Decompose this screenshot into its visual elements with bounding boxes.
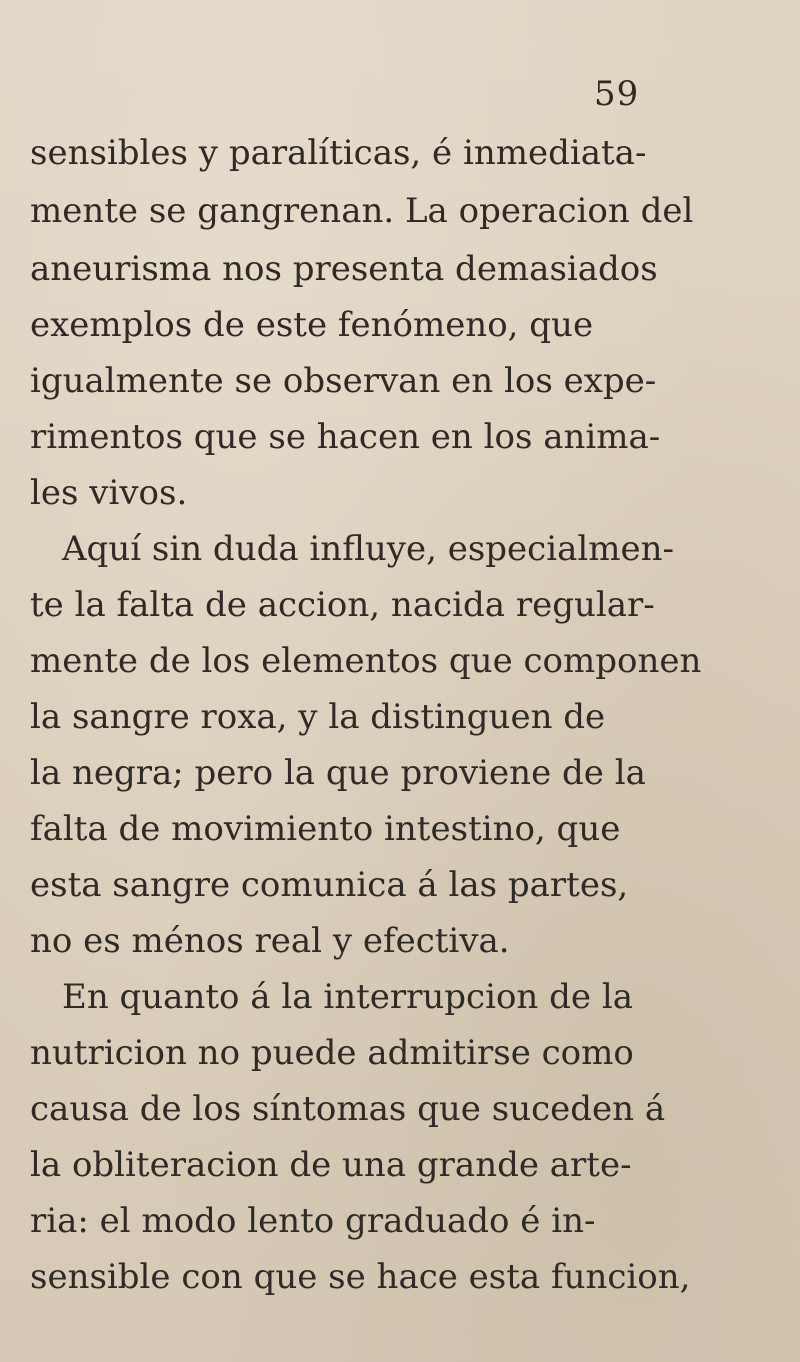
text-line-18: causa de los síntomas que suceden á xyxy=(30,1089,666,1129)
text-line-1: sensibles y paralíticas, é inmediata- xyxy=(30,133,647,173)
text-line-13: falta de movimiento intestino, que xyxy=(30,809,621,849)
text-line-6: rimentos que se hacen en los anima- xyxy=(30,417,661,457)
paragraph-2-start-line: Aquí sin duda influye, especialmen- xyxy=(62,529,674,569)
text-line-10: mente de los elementos que componen xyxy=(30,641,702,681)
text-line-17: nutricion no puede admitirse como xyxy=(30,1033,634,1073)
text-line-21: sensible con que se hace esta funcion, xyxy=(30,1257,691,1297)
text-line-19: la obliteracion de una grande arte- xyxy=(30,1145,632,1185)
paragraph-3-start-line: En quanto á la interrupcion de la xyxy=(62,977,633,1017)
text-line-14: esta sangre comunica á las partes, xyxy=(30,865,629,905)
text-line-12: la negra; pero la que proviene de la xyxy=(30,753,646,793)
text-line-15: no es ménos real y efectiva. xyxy=(30,921,510,961)
text-line-3: aneurisma nos presenta demasiados xyxy=(30,249,658,289)
text-line-20: ria: el modo lento graduado é in- xyxy=(30,1201,596,1241)
text-line-4: exemplos de este fenómeno, que xyxy=(30,305,594,345)
text-line-9: te la falta de accion, nacida regular- xyxy=(30,585,655,625)
page-number: 59 xyxy=(594,74,640,114)
text-line-2: mente se gangrenan. La operacion del xyxy=(30,191,694,231)
text-line-5: igualmente se observan en los expe- xyxy=(30,361,657,401)
text-line-11: la sangre roxa, y la distinguen de xyxy=(30,697,606,737)
text-line-7: les vivos. xyxy=(30,473,188,513)
